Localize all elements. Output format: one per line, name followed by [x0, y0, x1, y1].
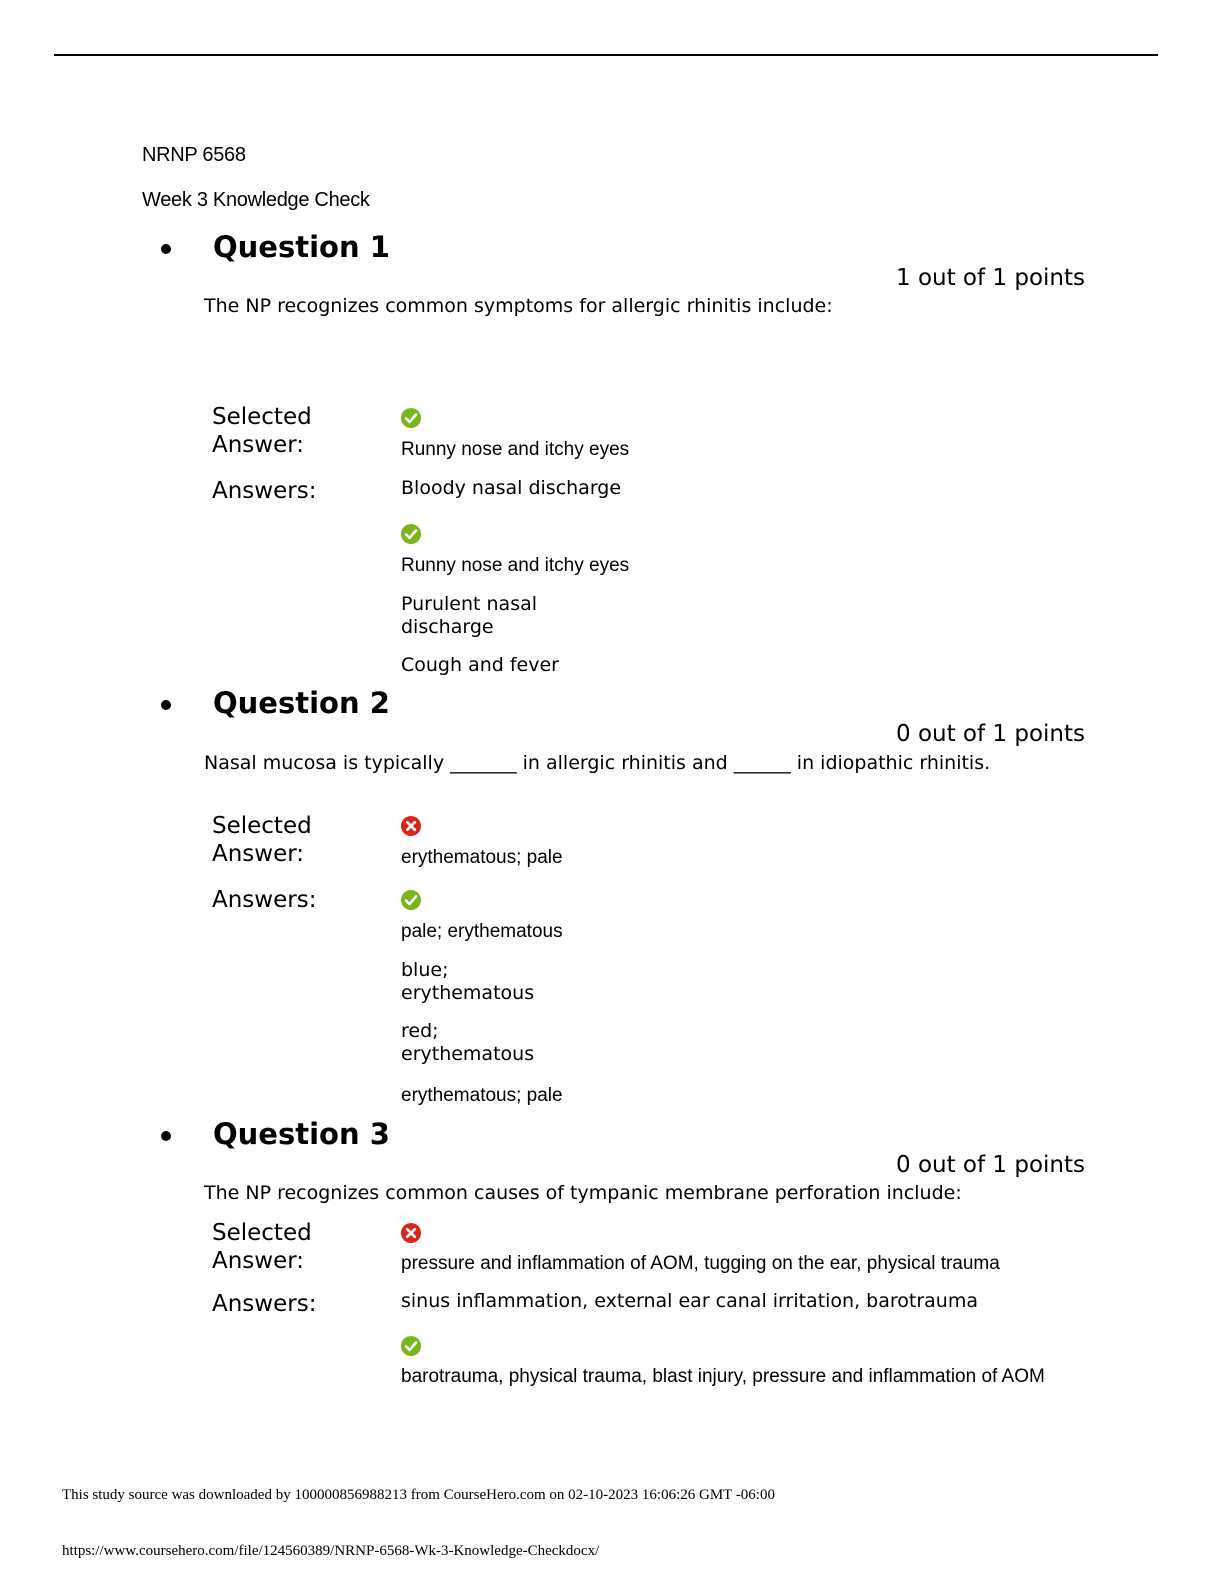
top-rule: [54, 54, 1158, 56]
selected-answer-label: Selected Answer:: [212, 813, 312, 867]
question-text: The NP recognizes common symptoms for allergic rhinitis include:: [204, 295, 833, 317]
answers-label: Answers:: [212, 478, 317, 504]
bullet-icon: [161, 700, 171, 710]
answer-option: red; erythematous: [401, 1020, 535, 1065]
incorrect-x-icon: [401, 816, 421, 836]
answer-option: pale; erythematous: [401, 921, 563, 942]
question-text: Nasal mucosa is typically _______ in allergic rhinitis and ______ in idiopathic rhinitis.: [204, 752, 991, 774]
selected-answer-text: Runny nose and itchy eyes: [401, 439, 630, 460]
answer-option: Purulent nasal discharge: [401, 593, 538, 638]
incorrect-x-icon: [401, 1223, 421, 1243]
question-points: 0 out of 1 points: [896, 721, 1085, 747]
question-points: 1 out of 1 points: [896, 265, 1085, 291]
correct-check-icon: [401, 890, 421, 910]
selected-answer-label: Selected Answer:: [212, 1220, 312, 1274]
download-notice: This study source was downloaded by 100000856988213 from CourseHero.com on 02-10-2023 16:06:26 GMT -06:00: [62, 1487, 775, 1503]
selected-answer-label: Selected Answer:: [212, 404, 312, 458]
correct-check-icon: [401, 1336, 421, 1356]
selected-answer-text: pressure and inflammation of AOM, tugging on the ear, physical trauma: [401, 1253, 1000, 1274]
answer-option: Runny nose and itchy eyes: [401, 555, 630, 576]
bullet-icon: [161, 244, 171, 254]
correct-check-icon: [401, 524, 421, 544]
question-points: 0 out of 1 points: [896, 1152, 1085, 1178]
answer-option: barotrauma, physical trauma, blast injury, pressure and inflammation of AOM: [401, 1366, 1045, 1387]
question-title: Question 3: [213, 1117, 390, 1151]
bullet-icon: [161, 1131, 171, 1141]
page-subtitle: Week 3 Knowledge Check: [142, 189, 370, 211]
source-url[interactable]: https://www.coursehero.com/file/124560389/NRNP-6568-Wk-3-Knowledge-Checkdocx/: [62, 1543, 600, 1559]
answer-option: Cough and fever: [401, 654, 559, 676]
answers-label: Answers:: [212, 1291, 317, 1317]
correct-check-icon: [401, 408, 421, 428]
answer-option: blue; erythematous: [401, 959, 535, 1004]
question-text: The NP recognizes common causes of tympanic membrane perforation include:: [204, 1182, 962, 1204]
answers-label: Answers:: [212, 887, 317, 913]
answer-option: Bloody nasal discharge: [401, 477, 622, 499]
answer-option: erythematous; pale: [401, 1085, 563, 1106]
course-code: NRNP 6568: [142, 144, 246, 166]
selected-answer-text: erythematous; pale: [401, 847, 563, 868]
question-title: Question 1: [213, 230, 390, 264]
answer-option: sinus inflammation, external ear canal irritation, barotrauma: [401, 1290, 978, 1312]
question-title: Question 2: [213, 686, 390, 720]
